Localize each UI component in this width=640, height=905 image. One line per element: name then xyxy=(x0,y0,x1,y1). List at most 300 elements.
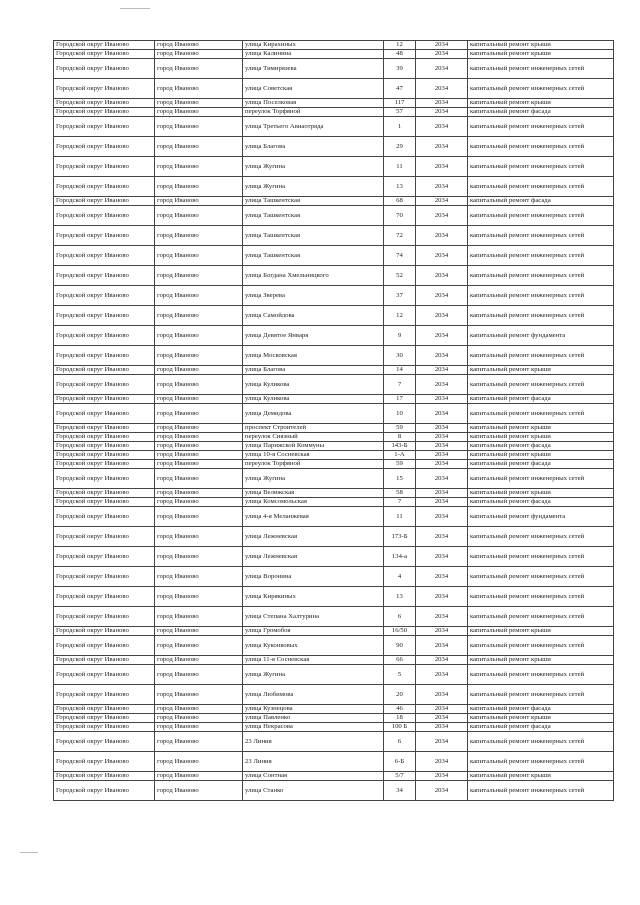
cell-house-number: 4 xyxy=(384,567,416,587)
cell-district: Городской округ Иваново xyxy=(54,469,155,489)
cell-district: Городской округ Иваново xyxy=(54,772,155,781)
cell-year: 2034 xyxy=(416,226,468,246)
cell-work-type: капитальный ремонт крыши xyxy=(468,714,614,723)
cell-city: город Иваново xyxy=(155,705,243,714)
cell-district: Городской округ Иваново xyxy=(54,246,155,266)
cell-work-type: капитальный ремонт крыши xyxy=(468,433,614,442)
cell-house-number: 173-Б xyxy=(384,527,416,547)
cell-year: 2034 xyxy=(416,177,468,197)
table-row xyxy=(54,705,614,714)
cell-city: город Иваново xyxy=(155,117,243,137)
cell-house-number: 12 xyxy=(384,306,416,326)
cell-street: улица Ташкентская xyxy=(243,197,384,206)
cell-city: город Иваново xyxy=(155,567,243,587)
cell-year: 2034 xyxy=(416,469,468,489)
cell-house-number: 5 xyxy=(384,665,416,685)
cell-year: 2034 xyxy=(416,752,468,772)
cell-work-type: капитальный ремонт фасада xyxy=(468,498,614,507)
cell-year: 2034 xyxy=(416,442,468,451)
cell-work-type: капитальный ремонт крыши xyxy=(468,50,614,59)
cell-year: 2034 xyxy=(416,50,468,59)
cell-year: 2034 xyxy=(416,137,468,157)
cell-house-number: 72 xyxy=(384,226,416,246)
cell-year: 2034 xyxy=(416,705,468,714)
cell-year: 2034 xyxy=(416,772,468,781)
cell-year: 2034 xyxy=(416,723,468,732)
cell-house-number: 5/7 xyxy=(384,772,416,781)
cell-work-type: капитальный ремонт инженерных сетей xyxy=(468,567,614,587)
cell-house-number: 74 xyxy=(384,246,416,266)
table-row xyxy=(54,433,614,442)
cell-street: улица Лежневская xyxy=(243,547,384,567)
table-row xyxy=(54,306,614,326)
cell-street: улица Поселковая xyxy=(243,99,384,108)
table-row xyxy=(54,469,614,489)
cell-district: Городской округ Иваново xyxy=(54,117,155,137)
cell-year: 2034 xyxy=(416,547,468,567)
table-row xyxy=(54,266,614,286)
table-row xyxy=(54,157,614,177)
scan-artifact xyxy=(20,852,38,853)
cell-district: Городской округ Иваново xyxy=(54,424,155,433)
cell-work-type: капитальный ремонт инженерных сетей xyxy=(468,157,614,177)
cell-street: улица Зверева xyxy=(243,286,384,306)
cell-street: улица Девятое Января xyxy=(243,326,384,346)
cell-district: Городской округ Иваново xyxy=(54,665,155,685)
cell-year: 2034 xyxy=(416,79,468,99)
cell-district: Городской округ Иваново xyxy=(54,636,155,656)
cell-city: город Иваново xyxy=(155,656,243,665)
table-row xyxy=(54,137,614,157)
cell-district: Городской округ Иваново xyxy=(54,460,155,469)
cell-house-number: 7 xyxy=(384,375,416,395)
cell-street: улица Воронина xyxy=(243,567,384,587)
cell-house-number: 12 xyxy=(384,41,416,50)
cell-city: город Иваново xyxy=(155,226,243,246)
cell-street: улица Парижской Коммуны xyxy=(243,442,384,451)
cell-street: улица 10-я Сосневская xyxy=(243,451,384,460)
cell-work-type: капитальный ремонт инженерных сетей xyxy=(468,266,614,286)
cell-house-number: 6 xyxy=(384,732,416,752)
table-row xyxy=(54,714,614,723)
cell-work-type: капитальный ремонт инженерных сетей xyxy=(468,286,614,306)
cell-street: улица Куликова xyxy=(243,395,384,404)
cell-district: Городской округ Иваново xyxy=(54,286,155,306)
cell-house-number: 39 xyxy=(384,59,416,79)
cell-year: 2034 xyxy=(416,326,468,346)
cell-year: 2034 xyxy=(416,286,468,306)
cell-city: город Иваново xyxy=(155,286,243,306)
cell-year: 2034 xyxy=(416,117,468,137)
cell-district: Городской округ Иваново xyxy=(54,705,155,714)
cell-house-number: 58 xyxy=(384,489,416,498)
cell-street: улица Громобоя xyxy=(243,627,384,636)
cell-district: Городской округ Иваново xyxy=(54,627,155,636)
cell-house-number: 13 xyxy=(384,177,416,197)
cell-district: Городской округ Иваново xyxy=(54,656,155,665)
cell-district: Городской округ Иваново xyxy=(54,226,155,246)
cell-street: улица Жугина xyxy=(243,469,384,489)
cell-house-number: 7 xyxy=(384,498,416,507)
cell-work-type: капитальный ремонт инженерных сетей xyxy=(468,206,614,226)
cell-city: город Иваново xyxy=(155,424,243,433)
cell-house-number: 18 xyxy=(384,714,416,723)
cell-street: улица Кирякиных xyxy=(243,587,384,607)
cell-house-number: 46 xyxy=(384,705,416,714)
cell-district: Городской округ Иваново xyxy=(54,346,155,366)
cell-work-type: капитальный ремонт фасада xyxy=(468,460,614,469)
cell-house-number: 1-А xyxy=(384,451,416,460)
cell-city: город Иваново xyxy=(155,41,243,50)
cell-year: 2034 xyxy=(416,460,468,469)
cell-house-number: 30 xyxy=(384,346,416,366)
scan-artifact xyxy=(120,8,150,9)
cell-year: 2034 xyxy=(416,41,468,50)
cell-house-number: 90 xyxy=(384,636,416,656)
cell-city: город Иваново xyxy=(155,99,243,108)
cell-district: Городской округ Иваново xyxy=(54,375,155,395)
cell-city: город Иваново xyxy=(155,498,243,507)
cell-work-type: капитальный ремонт крыши xyxy=(468,424,614,433)
cell-district: Городской округ Иваново xyxy=(54,527,155,547)
cell-city: город Иваново xyxy=(155,177,243,197)
cell-city: город Иваново xyxy=(155,50,243,59)
cell-work-type: капитальный ремонт инженерных сетей xyxy=(468,752,614,772)
cell-work-type: капитальный ремонт инженерных сетей xyxy=(468,306,614,326)
cell-district: Городской округ Иваново xyxy=(54,781,155,801)
cell-house-number: 66 xyxy=(384,656,416,665)
cell-city: город Иваново xyxy=(155,772,243,781)
cell-house-number: 143-Б xyxy=(384,442,416,451)
table-row xyxy=(54,206,614,226)
cell-district: Городской округ Иваново xyxy=(54,50,155,59)
table-row xyxy=(54,424,614,433)
table-row xyxy=(54,197,614,206)
cell-work-type: капитальный ремонт фасада xyxy=(468,197,614,206)
cell-house-number: 14 xyxy=(384,366,416,375)
table-row xyxy=(54,489,614,498)
table-row xyxy=(54,665,614,685)
cell-house-number: 34 xyxy=(384,781,416,801)
cell-district: Городской округ Иваново xyxy=(54,547,155,567)
cell-house-number: 10 xyxy=(384,404,416,424)
cell-city: город Иваново xyxy=(155,108,243,117)
cell-year: 2034 xyxy=(416,108,468,117)
table-row xyxy=(54,59,614,79)
cell-work-type: капитальный ремонт крыши xyxy=(468,99,614,108)
capital-repair-table xyxy=(53,40,614,801)
cell-house-number: 52 xyxy=(384,266,416,286)
cell-street: улица Советская xyxy=(243,79,384,99)
table-row xyxy=(54,50,614,59)
cell-city: город Иваново xyxy=(155,79,243,99)
cell-house-number: 6 xyxy=(384,607,416,627)
table-row xyxy=(54,723,614,732)
cell-street: улица Демидова xyxy=(243,404,384,424)
cell-house-number: 11 xyxy=(384,507,416,527)
table-row xyxy=(54,442,614,451)
cell-year: 2034 xyxy=(416,527,468,547)
cell-city: город Иваново xyxy=(155,451,243,460)
cell-city: город Иваново xyxy=(155,157,243,177)
cell-year: 2034 xyxy=(416,395,468,404)
table-row xyxy=(54,567,614,587)
cell-house-number: 8 xyxy=(384,433,416,442)
table-row xyxy=(54,404,614,424)
cell-year: 2034 xyxy=(416,732,468,752)
cell-house-number: 29 xyxy=(384,137,416,157)
cell-district: Городской округ Иваново xyxy=(54,404,155,424)
cell-street: улица Кузнецова xyxy=(243,705,384,714)
cell-district: Городской округ Иваново xyxy=(54,306,155,326)
cell-year: 2034 xyxy=(416,246,468,266)
cell-year: 2034 xyxy=(416,346,468,366)
table-row xyxy=(54,286,614,306)
cell-street: улица Калинина xyxy=(243,50,384,59)
cell-city: город Иваново xyxy=(155,404,243,424)
cell-street: проспект Строителей xyxy=(243,424,384,433)
cell-district: Городской округ Иваново xyxy=(54,197,155,206)
cell-work-type: капитальный ремонт крыши xyxy=(468,656,614,665)
cell-house-number: 1 xyxy=(384,117,416,137)
cell-street: улица 4-я Меланжевая xyxy=(243,507,384,527)
cell-year: 2034 xyxy=(416,404,468,424)
cell-city: город Иваново xyxy=(155,346,243,366)
cell-city: город Иваново xyxy=(155,395,243,404)
cell-district: Городской округ Иваново xyxy=(54,685,155,705)
cell-street: улица Жугина xyxy=(243,157,384,177)
cell-city: город Иваново xyxy=(155,723,243,732)
cell-district: Городской округ Иваново xyxy=(54,732,155,752)
cell-street: улица Благова xyxy=(243,137,384,157)
cell-district: Городской округ Иваново xyxy=(54,266,155,286)
cell-house-number: 134-а xyxy=(384,547,416,567)
cell-year: 2034 xyxy=(416,266,468,286)
cell-city: город Иваново xyxy=(155,752,243,772)
cell-work-type: капитальный ремонт инженерных сетей xyxy=(468,685,614,705)
cell-city: город Иваново xyxy=(155,781,243,801)
cell-house-number: 68 xyxy=(384,197,416,206)
cell-house-number: 47 xyxy=(384,79,416,99)
cell-work-type: капитальный ремонт инженерных сетей xyxy=(468,781,614,801)
cell-city: город Иваново xyxy=(155,714,243,723)
table-row xyxy=(54,79,614,99)
cell-work-type: капитальный ремонт фасада xyxy=(468,442,614,451)
cell-street: 23 Линия xyxy=(243,732,384,752)
cell-work-type: капитальный ремонт инженерных сетей xyxy=(468,636,614,656)
cell-city: город Иваново xyxy=(155,469,243,489)
table-row xyxy=(54,752,614,772)
cell-year: 2034 xyxy=(416,636,468,656)
table-row xyxy=(54,395,614,404)
cell-street: улица Тимирязева xyxy=(243,59,384,79)
table-row xyxy=(54,507,614,527)
cell-street: переулок Торфяной xyxy=(243,460,384,469)
cell-street: улица Любимова xyxy=(243,685,384,705)
table-row xyxy=(54,781,614,801)
cell-house-number: 70 xyxy=(384,206,416,226)
cell-year: 2034 xyxy=(416,157,468,177)
table-row xyxy=(54,527,614,547)
cell-year: 2034 xyxy=(416,781,468,801)
cell-district: Городской округ Иваново xyxy=(54,157,155,177)
cell-street: улица Лежневская xyxy=(243,527,384,547)
cell-street: улица Благова xyxy=(243,366,384,375)
cell-district: Городской округ Иваново xyxy=(54,366,155,375)
cell-district: Городской округ Иваново xyxy=(54,607,155,627)
cell-district: Городской округ Иваново xyxy=(54,723,155,732)
cell-work-type: капитальный ремонт фундамента xyxy=(468,507,614,527)
table-row xyxy=(54,108,614,117)
table-row xyxy=(54,366,614,375)
cell-work-type: капитальный ремонт инженерных сетей xyxy=(468,665,614,685)
cell-year: 2034 xyxy=(416,424,468,433)
cell-city: город Иваново xyxy=(155,627,243,636)
cell-house-number: 6-Б xyxy=(384,752,416,772)
cell-district: Городской округ Иваново xyxy=(54,206,155,226)
cell-street: улица Павленко xyxy=(243,714,384,723)
cell-city: город Иваново xyxy=(155,665,243,685)
cell-city: город Иваново xyxy=(155,366,243,375)
cell-year: 2034 xyxy=(416,433,468,442)
table-row xyxy=(54,326,614,346)
table-row xyxy=(54,685,614,705)
cell-year: 2034 xyxy=(416,656,468,665)
table-row xyxy=(54,460,614,469)
cell-house-number: 48 xyxy=(384,50,416,59)
cell-district: Городской округ Иваново xyxy=(54,587,155,607)
cell-house-number: 37 xyxy=(384,286,416,306)
cell-work-type: капитальный ремонт инженерных сетей xyxy=(468,607,614,627)
table-row xyxy=(54,547,614,567)
table-row xyxy=(54,607,614,627)
cell-house-number: 20 xyxy=(384,685,416,705)
cell-street: улица Сонтная xyxy=(243,772,384,781)
cell-year: 2034 xyxy=(416,567,468,587)
cell-year: 2034 xyxy=(416,489,468,498)
table-row xyxy=(54,41,614,50)
cell-work-type: капитальный ремонт инженерных сетей xyxy=(468,469,614,489)
cell-work-type: капитальный ремонт фундамента xyxy=(468,326,614,346)
cell-work-type: капитальный ремонт инженерных сетей xyxy=(468,404,614,424)
cell-work-type: капитальный ремонт инженерных сетей xyxy=(468,375,614,395)
cell-work-type: капитальный ремонт инженерных сетей xyxy=(468,732,614,752)
cell-city: город Иваново xyxy=(155,636,243,656)
cell-city: город Иваново xyxy=(155,607,243,627)
cell-work-type: капитальный ремонт фасада xyxy=(468,705,614,714)
table-row xyxy=(54,636,614,656)
cell-work-type: капитальный ремонт крыши xyxy=(468,772,614,781)
cell-street: улица Велижская xyxy=(243,489,384,498)
cell-street: улица Куликова xyxy=(243,375,384,395)
cell-city: город Иваново xyxy=(155,375,243,395)
table-row xyxy=(54,99,614,108)
cell-city: город Иваново xyxy=(155,326,243,346)
cell-street: улица Ташкентская xyxy=(243,246,384,266)
cell-year: 2034 xyxy=(416,375,468,395)
cell-district: Городской округ Иваново xyxy=(54,59,155,79)
cell-district: Городской округ Иваново xyxy=(54,442,155,451)
cell-city: город Иваново xyxy=(155,59,243,79)
cell-street: улица Самойлова xyxy=(243,306,384,326)
table-row xyxy=(54,772,614,781)
cell-city: город Иваново xyxy=(155,433,243,442)
cell-year: 2034 xyxy=(416,627,468,636)
cell-street: улица Ташкентская xyxy=(243,206,384,226)
cell-district: Городской округ Иваново xyxy=(54,567,155,587)
cell-work-type: капитальный ремонт инженерных сетей xyxy=(468,137,614,157)
cell-city: город Иваново xyxy=(155,206,243,226)
cell-city: город Иваново xyxy=(155,587,243,607)
cell-house-number: 117 xyxy=(384,99,416,108)
table-row xyxy=(54,346,614,366)
cell-street: улица Станко xyxy=(243,781,384,801)
cell-year: 2034 xyxy=(416,197,468,206)
cell-street: улица Третьего Авиаотряда xyxy=(243,117,384,137)
cell-work-type: капитальный ремонт крыши xyxy=(468,366,614,375)
cell-house-number: 15 xyxy=(384,469,416,489)
cell-house-number: 17 xyxy=(384,395,416,404)
cell-street: улица Жугина xyxy=(243,177,384,197)
cell-work-type: капитальный ремонт фасада xyxy=(468,723,614,732)
cell-house-number: 59 xyxy=(384,424,416,433)
cell-year: 2034 xyxy=(416,587,468,607)
cell-district: Городской округ Иваново xyxy=(54,41,155,50)
cell-district: Городской округ Иваново xyxy=(54,177,155,197)
cell-house-number: 13 xyxy=(384,587,416,607)
cell-house-number: 57 xyxy=(384,108,416,117)
cell-work-type: капитальный ремонт крыши xyxy=(468,451,614,460)
cell-street: улица Комсомольская xyxy=(243,498,384,507)
cell-city: город Иваново xyxy=(155,527,243,547)
table-row xyxy=(54,498,614,507)
cell-district: Городской округ Иваново xyxy=(54,79,155,99)
cell-city: город Иваново xyxy=(155,547,243,567)
cell-district: Городской округ Иваново xyxy=(54,498,155,507)
cell-year: 2034 xyxy=(416,498,468,507)
cell-year: 2034 xyxy=(416,607,468,627)
cell-work-type: капитальный ремонт инженерных сетей xyxy=(468,117,614,137)
cell-work-type: капитальный ремонт инженерных сетей xyxy=(468,527,614,547)
table-row xyxy=(54,587,614,607)
table-row xyxy=(54,246,614,266)
cell-district: Городской округ Иваново xyxy=(54,451,155,460)
cell-house-number: 11 xyxy=(384,157,416,177)
table-row xyxy=(54,451,614,460)
cell-street: улица Куконковых xyxy=(243,636,384,656)
cell-work-type: капитальный ремонт инженерных сетей xyxy=(468,346,614,366)
cell-district: Городской округ Иваново xyxy=(54,433,155,442)
cell-city: город Иваново xyxy=(155,137,243,157)
cell-district: Городской округ Иваново xyxy=(54,752,155,772)
table-row xyxy=(54,656,614,665)
cell-city: город Иваново xyxy=(155,460,243,469)
cell-work-type: капитальный ремонт фасада xyxy=(468,395,614,404)
cell-city: город Иваново xyxy=(155,507,243,527)
cell-work-type: капитальный ремонт фасада xyxy=(468,108,614,117)
cell-work-type: капитальный ремонт инженерных сетей xyxy=(468,547,614,567)
cell-district: Городской округ Иваново xyxy=(54,714,155,723)
table-row xyxy=(54,177,614,197)
cell-city: город Иваново xyxy=(155,489,243,498)
cell-city: город Иваново xyxy=(155,197,243,206)
cell-street: улица Ташкентская xyxy=(243,226,384,246)
cell-street: переулок Сиязный xyxy=(243,433,384,442)
cell-year: 2034 xyxy=(416,306,468,326)
cell-district: Городской округ Иваново xyxy=(54,395,155,404)
table-row xyxy=(54,627,614,636)
cell-work-type: капитальный ремонт крыши xyxy=(468,489,614,498)
